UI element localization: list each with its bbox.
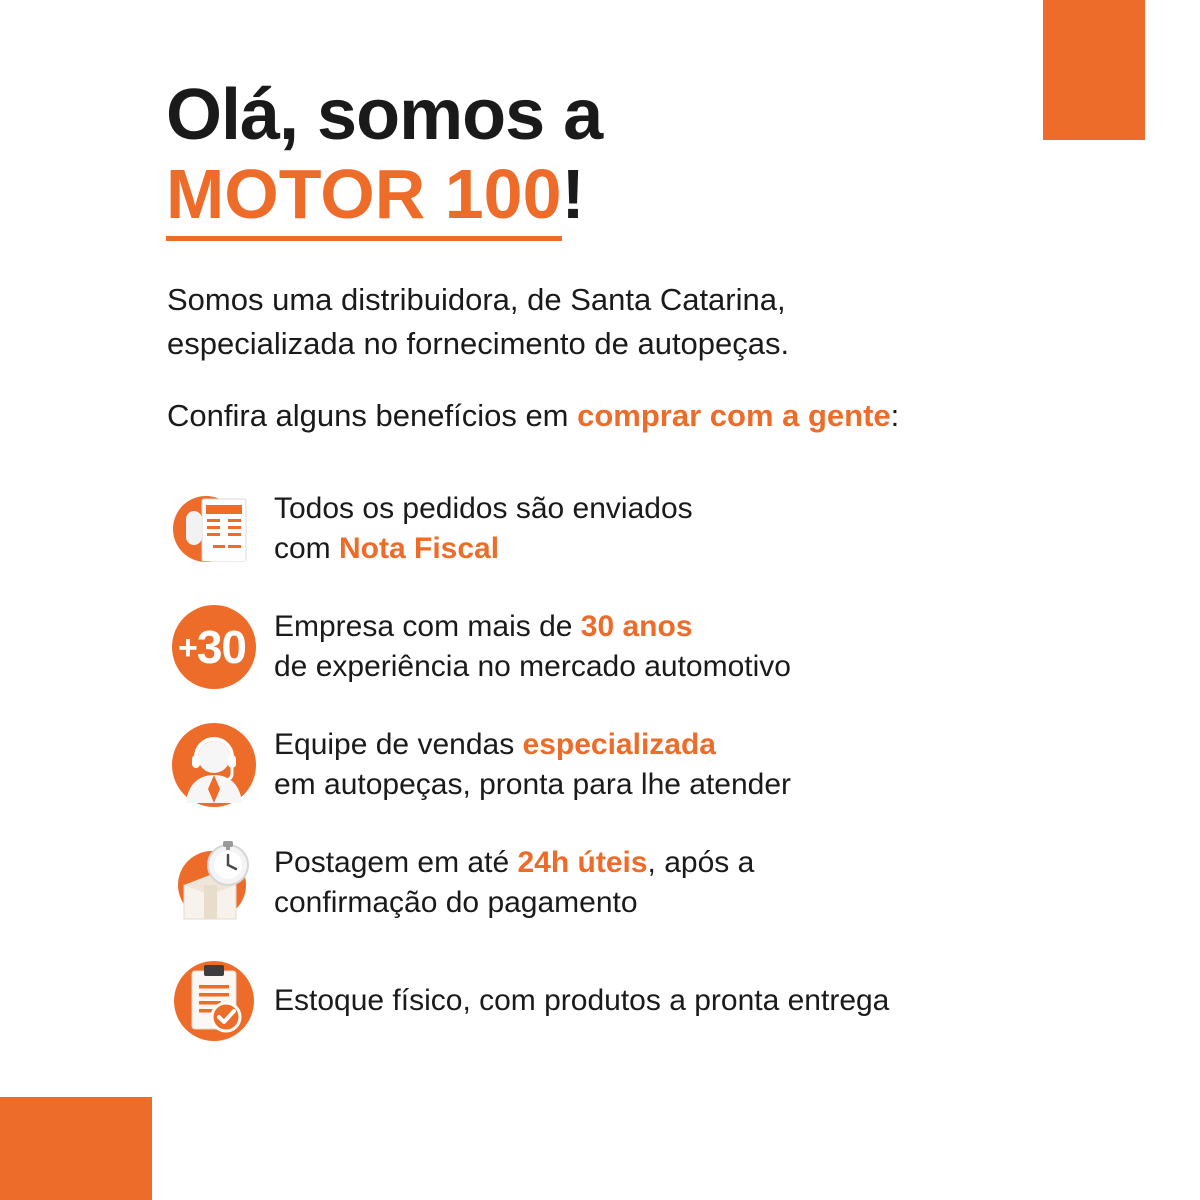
badge-plus-sign: +: [177, 629, 197, 667]
benefit-4-highlight: 24h úteis: [517, 846, 648, 880]
list-item: [160, 588, 1160, 706]
benefit-3-highlight: especializada: [522, 728, 716, 762]
receipt-icon: [160, 481, 268, 577]
intro-paragraph: [167, 278, 1047, 366]
page-title: [166, 75, 1066, 233]
package-stopwatch-icon: [160, 833, 268, 933]
intro-line-1: Somos uma distribuidora, de Santa Catarina,: [167, 282, 786, 317]
headline-line-2: [166, 154, 1066, 233]
list-item: [160, 824, 1160, 942]
decorative-square-bottom-left: [0, 1097, 152, 1200]
benefits-list: [160, 470, 1160, 1060]
benefit-1-line1: Todos os pedidos são enviados: [274, 492, 693, 526]
list-item-text: [268, 725, 791, 805]
benefit-2-line1-prefix: Empresa com mais de: [274, 610, 581, 644]
intro-line-2: especializada no fornecimento de autopeças.: [167, 326, 790, 362]
list-item: [160, 942, 1160, 1060]
benefit-2-line2: de experiência no mercado automotivo: [274, 650, 791, 683]
headline-line-1: Olá, somos a: [166, 75, 603, 155]
benefits-lead-in-suffix: :: [890, 398, 900, 433]
support-agent-icon: [160, 719, 268, 811]
benefit-3-line2: em autopeças, pronta para lhe atender: [274, 768, 792, 801]
benefit-3-line1-prefix: Equipe de vendas: [274, 728, 523, 762]
brand-name: MOTOR 100: [166, 155, 562, 241]
benefit-4-line2: confirmação do pagamento: [274, 886, 638, 919]
list-item-text: [268, 843, 754, 923]
list-item: [160, 470, 1160, 588]
benefits-lead-in-highlight: comprar com a gente: [577, 398, 891, 433]
badge-number: 30: [196, 621, 247, 673]
benefit-1-highlight: Nota Fiscal: [339, 532, 500, 565]
benefit-4-line1-suffix: , após a: [647, 846, 755, 880]
list-item: [160, 706, 1160, 824]
benefit-1-line2-prefix: com: [274, 532, 340, 565]
brand-exclamation: !: [561, 154, 585, 233]
benefit-5-line1: Estoque físico, com produtos a pronta entrega: [274, 984, 890, 1018]
badge-value: [177, 621, 247, 673]
list-item-text: [268, 981, 889, 1021]
list-item-text: [268, 489, 693, 569]
benefits-lead-in: [167, 396, 1127, 436]
plus-30-badge-icon: [160, 605, 268, 689]
benefits-lead-in-prefix: Confira alguns benefícios em: [167, 398, 578, 433]
benefit-2-highlight: 30 anos: [580, 610, 693, 644]
list-item-text: [268, 607, 791, 687]
clipboard-check-icon: [160, 955, 268, 1047]
benefit-4-line1-prefix: Postagem em até: [274, 846, 518, 880]
